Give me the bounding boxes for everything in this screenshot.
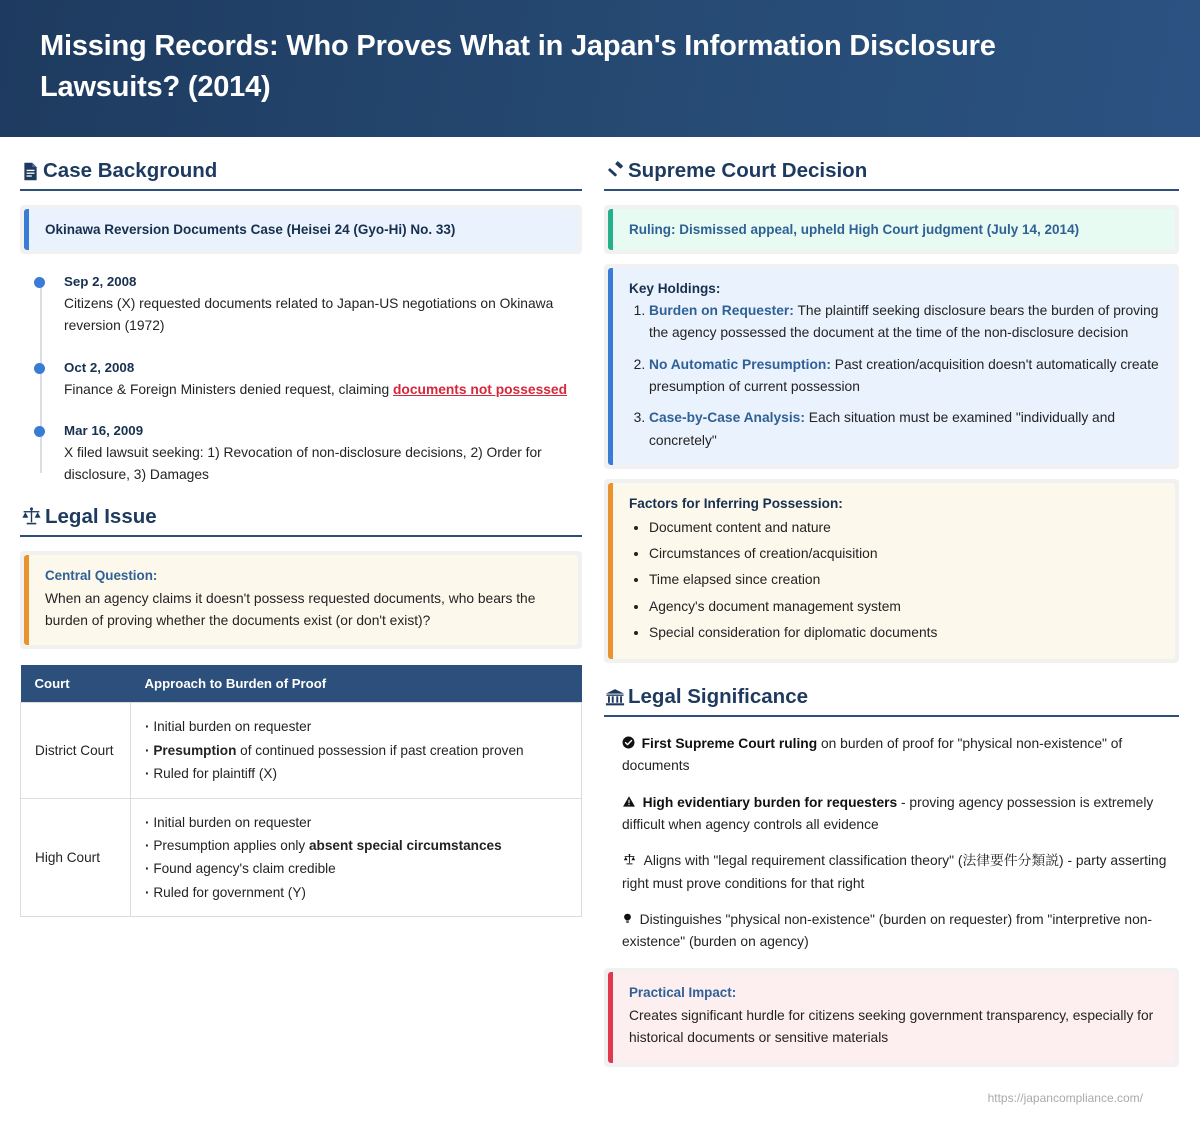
key-holdings-wrapper bbox=[604, 264, 1179, 469]
key-holding-item bbox=[649, 407, 1159, 452]
section-title-supreme-court: Supreme Court Decision bbox=[628, 159, 868, 182]
point-text: of continued possession if past creation proven bbox=[236, 742, 524, 758]
key-holding-item bbox=[649, 300, 1159, 345]
courts-table bbox=[20, 665, 582, 917]
point-text: Presumption applies only bbox=[153, 837, 309, 853]
key-holdings-list bbox=[629, 300, 1159, 452]
section-heading-case-background bbox=[20, 159, 582, 183]
section-heading-legal-issue bbox=[20, 505, 582, 529]
approach-point bbox=[145, 811, 567, 834]
practical-impact-text: Creates significant hurdle for citizens seeking government transparency, especially for historical documents or sensitive materials bbox=[629, 1007, 1154, 1046]
significance-list bbox=[604, 731, 1179, 954]
page-title: Missing Records: Who Proves What in Japan's Information Disclosure Lawsuits? (2014) bbox=[40, 30, 996, 104]
factors-list bbox=[629, 515, 1159, 646]
cell-approach bbox=[131, 703, 582, 798]
case-title-wrapper bbox=[20, 205, 582, 254]
holding-lead: No Automatic Presumption: bbox=[649, 356, 831, 372]
table-header-row bbox=[21, 665, 582, 703]
significance-text: Aligns with "legal requirement classification theory" (法律要件分類説) - party asserting right must prove conditions for that right bbox=[622, 853, 1167, 891]
significance-bold: First Supreme Court ruling bbox=[641, 736, 818, 752]
footer-url[interactable]: https://japancompliance.com/ bbox=[987, 1090, 1143, 1105]
holding-text: The plaintiff seeking disclosure bears the burden of proving the agency possessed the document at the time of the non-disclosure decision bbox=[649, 303, 1159, 341]
holding-text: Each situation must be examined "individually and concretely" bbox=[649, 410, 1116, 448]
holding-text: Past creation/acquisition doesn't automatically create presumption of current possession bbox=[649, 356, 1159, 395]
section-title-legal-significance: Legal Significance bbox=[628, 685, 808, 709]
key-holdings-title: Key Holdings: bbox=[629, 281, 721, 296]
cell-approach bbox=[131, 798, 582, 917]
approach-point bbox=[145, 715, 567, 738]
key-holding-item bbox=[649, 354, 1159, 399]
cell-court: High Court bbox=[21, 798, 131, 917]
divider bbox=[604, 189, 1179, 191]
page-header bbox=[0, 0, 1200, 137]
holding-lead: Burden on Requester: bbox=[649, 303, 794, 318]
factor-item: • Agency's document management system bbox=[649, 594, 1159, 620]
point-bold: absent special circumstances bbox=[308, 837, 502, 853]
ruling-text: Ruling: Dismissed appeal, upheld High Court judgment (July 14, 2014) bbox=[629, 222, 1080, 237]
timeline-text bbox=[64, 379, 582, 401]
significance-text: on burden of proof for "physical non-existence" of documents bbox=[622, 736, 1123, 774]
check-circle-icon bbox=[622, 736, 639, 751]
timeline-text-lead: Finance & Foreign Ministers denied request, claiming bbox=[64, 381, 393, 397]
point-text: Initial burden on requester bbox=[153, 814, 312, 830]
lightbulb-icon bbox=[622, 912, 637, 927]
section-heading-legal-significance bbox=[604, 685, 1179, 709]
key-holdings-box bbox=[608, 268, 1175, 465]
divider bbox=[604, 715, 1179, 717]
practical-impact-label: Practical Impact: bbox=[629, 984, 737, 1000]
timeline-dot-icon bbox=[34, 277, 45, 288]
central-question-box bbox=[24, 555, 578, 646]
document-icon bbox=[20, 161, 41, 182]
significance-item bbox=[622, 850, 1179, 895]
timeline-date: Mar 16, 2009 bbox=[64, 423, 144, 439]
table-row bbox=[21, 703, 582, 798]
case-title-text: Okinawa Reversion Documents Case (Heisei 24 (Gyo-Hi) No. 33) bbox=[45, 222, 456, 237]
point-text: Ruled for plaintiff (X) bbox=[153, 766, 277, 782]
holding-lead: Case-by-Case Analysis: bbox=[649, 410, 805, 426]
table-header bbox=[21, 665, 582, 703]
factor-item: • Circumstances of creation/acquisition bbox=[649, 541, 1159, 567]
significance-bold: High evidentiary burden for requesters bbox=[642, 794, 898, 810]
timeline-item bbox=[64, 274, 582, 338]
point-text: Found agency's claim credible bbox=[153, 861, 336, 877]
factor-item: • Document content and nature bbox=[649, 515, 1159, 541]
right-column bbox=[604, 159, 1179, 1105]
timeline-date: Oct 2, 2008 bbox=[64, 359, 135, 375]
factors-title: Factors for Inferring Possession: bbox=[629, 496, 843, 512]
factor-item: • Time elapsed since creation bbox=[649, 567, 1159, 593]
scales-icon bbox=[20, 506, 43, 527]
point-text: Initial burden on requester bbox=[153, 719, 312, 735]
approach-point bbox=[145, 739, 567, 762]
page-body bbox=[0, 137, 1200, 1105]
table-body bbox=[21, 703, 582, 917]
case-title-box bbox=[24, 209, 578, 250]
section-heading-supreme-court bbox=[604, 159, 1179, 183]
timeline-item bbox=[64, 360, 582, 401]
timeline-text: Citizens (X) requested documents related to Japan-US negotiations on Okinawa reversion (1972) bbox=[64, 296, 554, 334]
approach-point bbox=[145, 834, 567, 857]
central-question-wrapper bbox=[20, 551, 582, 650]
cell-court: District Court bbox=[21, 703, 131, 798]
timeline-dot-icon bbox=[34, 426, 45, 437]
approach-point bbox=[145, 881, 567, 904]
timeline-date: Sep 2, 2008 bbox=[64, 274, 137, 289]
significance-text: - proving agency possession is extremely difficult when agency controls all evidence bbox=[622, 794, 1154, 833]
case-timeline bbox=[34, 274, 582, 487]
point-text: Ruled for government (Y) bbox=[153, 884, 306, 900]
timeline-highlight: documents not possessed bbox=[392, 381, 568, 397]
significance-text: Distinguishes "physical non-existence" (burden on requester) from "interpretive non-existence" (burden on agency) bbox=[622, 912, 1153, 950]
ruling-wrapper bbox=[604, 205, 1179, 254]
factors-box bbox=[608, 483, 1175, 659]
central-question-text: When an agency claims it doesn't possess requested documents, who bears the burden of proving whether the documents exist (or don't exist)? bbox=[45, 590, 536, 629]
left-column bbox=[20, 159, 582, 1105]
factor-item: • Special consideration for diplomatic documents bbox=[649, 620, 1159, 646]
practical-impact-box bbox=[608, 972, 1175, 1063]
approach-point bbox=[145, 762, 567, 785]
divider bbox=[20, 189, 582, 191]
scales-icon bbox=[622, 853, 641, 868]
practical-impact-wrapper bbox=[604, 968, 1179, 1067]
divider bbox=[20, 535, 582, 537]
column-header-court: Court bbox=[21, 665, 131, 703]
approach-point bbox=[145, 857, 567, 880]
significance-item bbox=[622, 909, 1179, 954]
timeline-dot-icon bbox=[34, 363, 45, 374]
central-question-label: Central Question: bbox=[45, 567, 158, 583]
factors-wrapper bbox=[604, 479, 1179, 663]
bank-icon bbox=[604, 687, 626, 708]
timeline-text: X filed lawsuit seeking: 1) Revocation of non-disclosure decisions, 2) Order for disclosure, 3) Damages bbox=[64, 445, 542, 483]
ruling-box bbox=[608, 209, 1175, 250]
point-bold: Presumption bbox=[153, 742, 237, 758]
table-row bbox=[21, 798, 582, 917]
timeline-item bbox=[64, 423, 582, 487]
section-title-legal-issue: Legal Issue bbox=[45, 504, 157, 528]
significance-item bbox=[622, 733, 1179, 778]
column-header-approach: Approach to Burden of Proof bbox=[131, 665, 582, 703]
section-title-case-background: Case Background bbox=[43, 159, 218, 182]
gavel-icon bbox=[604, 161, 626, 182]
warning-triangle-icon bbox=[622, 795, 640, 810]
significance-item bbox=[622, 792, 1179, 837]
